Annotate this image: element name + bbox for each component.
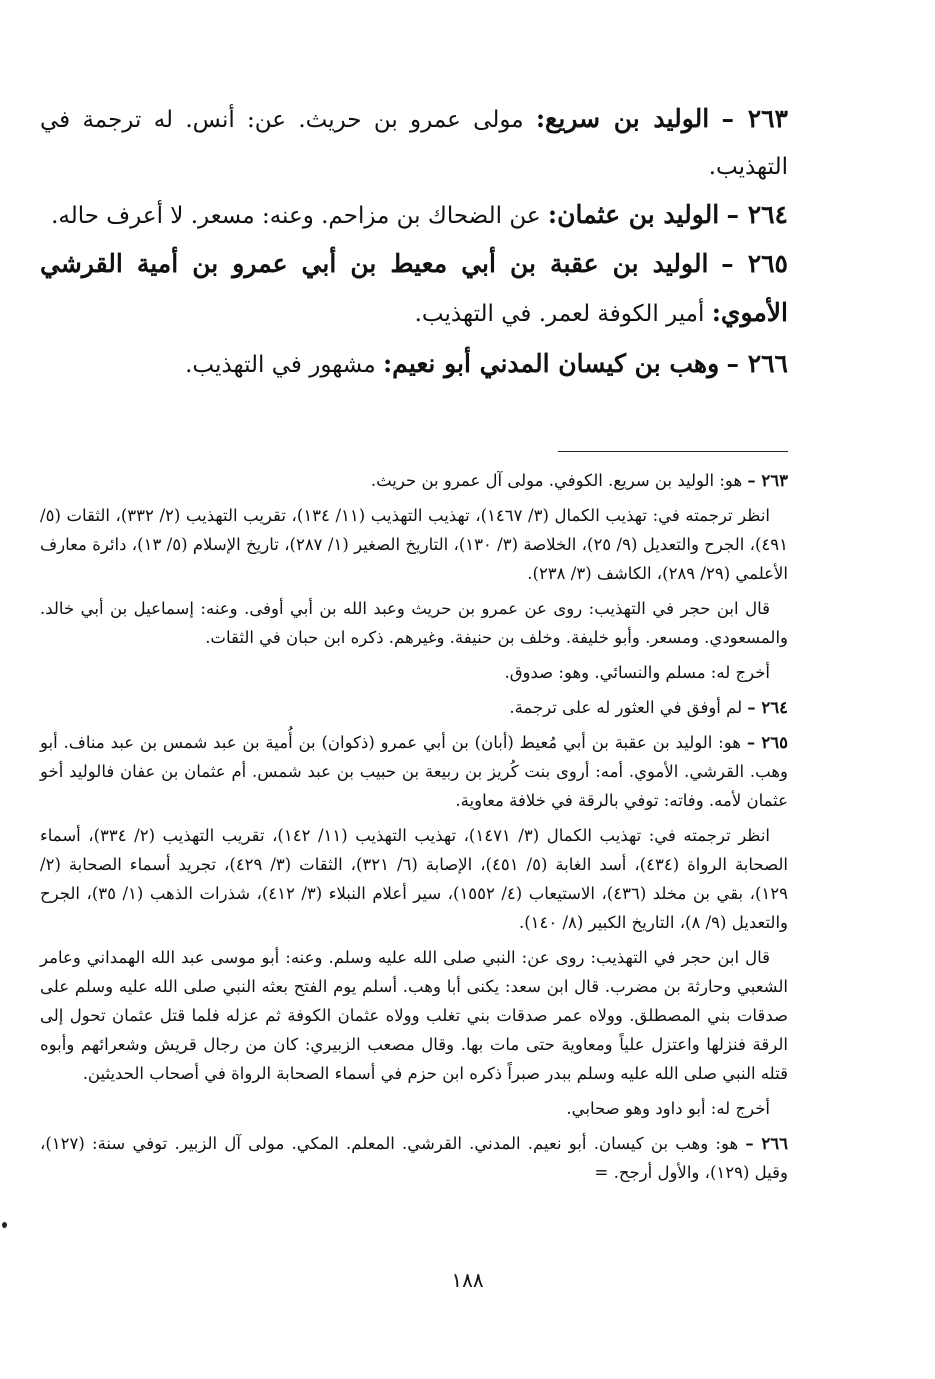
footnote-text: انظر ترجمته في: تهذيب الكمال (٣/ ١٤٦٧)، تهذيب التهذيب (١١/ ١٣٤)، تقريب التهذيب (٢/ ٣٣٢)، الثقات (٥/ ٤٩١)، الجرح والتعديل (٩/ ٢٥)، الخلاصة (٣/ ١٣٠)، التاريخ الصغير (١/ ٢٨٧)، تاريخ الإسلام (٥/ ١٣)، دائرة معارف الأعلمي (٢٩/ ٢٨٩)، الكاشف (٣/ ٢٣٨). [40, 506, 788, 583]
entry-number: ٢٦٤ – [726, 200, 788, 229]
entry-text: أمير الكوفة لعمر. في التهذيب. [414, 301, 705, 327]
page-number: ١٨٨ [451, 1268, 484, 1292]
footnote-text: هو: الوليد بن سريع. الكوفي. مولى آل عمرو بن حريث. [370, 471, 748, 490]
footnote-263-ibn-hajar [40, 594, 788, 652]
footnote-text: أخرج له: مسلم والنسائي. وهو: صدوق. [504, 663, 770, 682]
footnote-265-ibn-hajar [40, 943, 788, 1088]
footnote-264 [40, 693, 788, 722]
footnote-text: هو: الوليد بن عقبة بن أبي مُعيط (أبان) بن أبي عمرو (ذكوان) بن أُمية بن عبد شمس بن عبد مناف. أبو وهب. القرشي. الأموي. أمه: أروى بنت كُريز بن ربيعة بن حبيب بن عبد شمس. أم عثمان بن عفان فالوليد أخو عثمان لأمه. وفاته: توفي بالرقة في خلافة معاوية. [40, 733, 788, 810]
footnote-263 [40, 466, 788, 495]
entry-text: عن الضحاك بن مزاحم. وعنه: مسعر. لا أعرف حاله. [51, 203, 541, 229]
scan-mark [2, 1222, 7, 1228]
entry-name: وهب بن كيسان المدني أبو نعيم: [382, 349, 720, 378]
footnote-text: هو: وهب بن كيسان. أبو نعيم. المدني. القرشي. المعلم. المكي. مولى آل الزبير. توفي سنة: (١٢٧)، وقيل (١٢٩)، والأول أرجح. = [40, 1134, 788, 1182]
entry-266 [40, 340, 788, 389]
footnote-265-sources [40, 821, 788, 937]
entry-name: الوليد بن عثمان: [547, 200, 720, 229]
footnote-265 [40, 728, 788, 815]
entry-text: مولى عمرو بن حريث. عن: أنس. له ترجمة في التهذيب. [40, 107, 788, 180]
footnote-number: ٢٦٥ – [746, 733, 788, 752]
entry-name: الوليد بن سريع: [535, 104, 710, 133]
footnote-265-narrators [40, 1094, 788, 1123]
footnote-263-sources [40, 501, 788, 588]
footnote-text: لم أوفق في العثور له على ترجمة. [509, 698, 748, 717]
footnote-263-narrators [40, 658, 788, 687]
footnote-text: أخرج له: أبو داود وهو صحابي. [566, 1099, 770, 1118]
footnote-number: ٢٦٣ – [747, 471, 788, 490]
entry-number: ٢٦٦ – [726, 349, 788, 378]
entry-name: الوليد بن عقبة بن أبي معيط بن أبي عمرو بن أمية القرشي الأموي: [40, 249, 788, 327]
footnote-text: قال ابن حجر في التهذيب: روى عن عمرو بن حريث وعبد الله بن أبي أوفى. وعنه: إسماعيل بن أبي خالد. والمسعودي. ومسعر. وأبو خليفة. وخلف بن حنيفة. وغيرهم. ذكره ابن حبان في الثقات. [40, 599, 788, 647]
footnote-number: ٢٦٤ – [747, 698, 788, 717]
entry-number: ٢٦٣ – [721, 104, 788, 133]
footnote-number: ٢٦٦ – [745, 1134, 788, 1153]
footnote-divider [558, 451, 788, 452]
entry-263 [40, 95, 788, 191]
footnote-text: قال ابن حجر في التهذيب: روى عن: النبي صلى الله عليه وسلم. وعنه: أبو موسى عبد الله الهمداني وعامر الشعبي وحارثة بن مضرب. قال ابن سعد: يكنى أبا وهب. أسلم يوم الفتح بعثه النبي صلى الله عليه وسلم على صدقات بني المصطلق. وولاه عمر صدقات بني تغلب وولاه عثمان الكوفة ثم عزله فلما قتل عثمان تحول إلى الرقة فنزلها واعتزل علياً ومعاوية حتى مات بها. وقال مصعب الزبيري: كان من رجال قريش وشعرائهم وأبوه قتله النبي صلى الله عليه وسلم ببدر صبراً ذكره ابن حزم في أسماء الصحابة الرواة في أصحاب الحديثين. [40, 948, 788, 1083]
entry-264 [40, 191, 788, 240]
footnote-text: انظر ترجمته في: تهذيب الكمال (٣/ ١٤٧١)، تهذيب التهذيب (١١/ ١٤٢)، تقريب التهذيب (٢/ ٣٣٤)، أسماء الصحابة الرواة (٤٣٤)، أسد الغابة (٥/ ٤٥١)، الإصابة (٦/ ٣٢١)، الثقات (٣/ ٤٢٩)، تجريد أسماء الصحابة (٢/ ١٢٩)، بقي بن مخلد (٤٣٦)، الاستيعاب (٤/ ١٥٥٢)، سير أعلام النبلاء (٣/ ٤١٢)، شذرات الذهب (١/ ٣٥)، الجرح والتعديل (٩/ ٨)، التاريخ الكبير (٨/ ١٤٠). [40, 826, 788, 932]
entry-text: مشهور في التهذيب. [185, 352, 376, 378]
footnote-266 [40, 1129, 788, 1187]
page-body [40, 95, 788, 1193]
entry-265 [40, 240, 788, 338]
entry-number: ٢٦٥ – [721, 249, 788, 278]
